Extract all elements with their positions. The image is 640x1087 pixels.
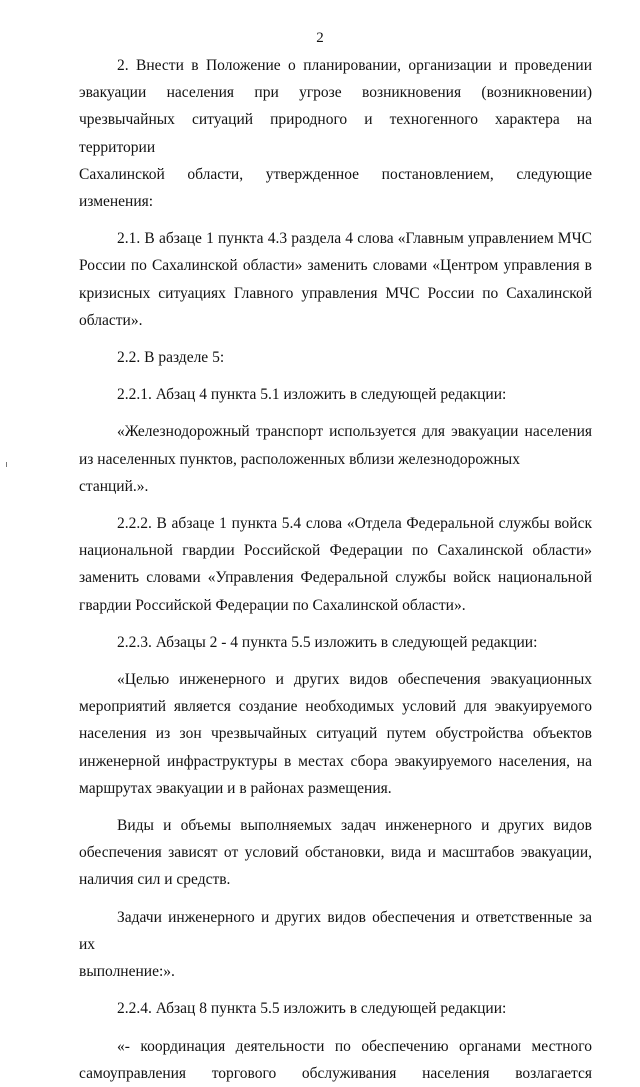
text-line: населения из зон чрезвычайных ситуаций путем обустройства объектов [79, 725, 592, 743]
text-line: гвардии Российской Федерации по Сахалинской области». [79, 596, 466, 614]
text-line: Виды и объемы выполняемых задач инженерного и других видов [117, 817, 592, 835]
text-line: из населенных пунктов, расположенных вблизи железнодорожных станций.». [79, 450, 520, 495]
text-line: заменить словами «Управления Федеральной службы войск национальной [79, 569, 592, 587]
text-line: Задачи инженерного и других видов обеспечения и ответственные за их [79, 908, 592, 953]
paragraph-railway [79, 418, 592, 500]
text-line: 2.2. В разделе 5: [117, 349, 225, 367]
text-line: Сахалинской области, утвержденное постановлением, следующие изменения: [79, 165, 592, 211]
paragraph-2-2-3 [79, 629, 592, 656]
paragraph-2-2 [79, 344, 592, 371]
paragraph-2-2-4 [79, 995, 592, 1022]
text-line: 2.2.2. В абзаце 1 пункта 5.4 слова «Отдела Федеральной службы войск [117, 515, 592, 533]
text-line: 2.2.3. Абзацы 2 - 4 пункта 5.5 изложить в следующей редакции: [117, 633, 538, 651]
text-line: 2.2.1. Абзац 4 пункта 5.1 изложить в следующей редакции: [117, 386, 507, 404]
paragraph-types-volumes [79, 812, 592, 894]
text-line: «Железнодорожный транспорт используется для эвакуации населения [117, 423, 592, 441]
text-line: маршрутах эвакуации и в районах размещения. [79, 779, 392, 797]
text-line: инженерной инфраструктуры в местах сбора эвакуируемого населения, на [79, 752, 592, 770]
text-line: области». [79, 311, 143, 329]
paragraph-2 [79, 52, 592, 215]
text-line: кризисных ситуациях Главного управления МЧС России по Сахалинской [79, 284, 592, 302]
paragraph-tasks [79, 904, 592, 986]
text-line: национальной гвардии Российской Федерации по Сахалинской области» [79, 542, 592, 560]
paragraph-2-2-2 [79, 510, 592, 619]
text-line: 2.2.4. Абзац 8 пункта 5.5 изложить в следующей редакции: [117, 1000, 507, 1018]
text-line: 2.1. В абзаце 1 пункта 4.3 раздела 4 слова «Главным управлением МЧС [117, 230, 592, 248]
text-line: 2. Внести в Положение о планировании, организации и проведении [117, 57, 592, 74]
text-line: мероприятий является создание необходимых условий для эвакуируемого [79, 698, 592, 716]
text-line: чрезвычайных ситуаций природного и техногенного характера на территории [79, 111, 592, 156]
paragraph-engineering-goal [79, 666, 592, 802]
text-line: эвакуации населения при угрозе возникновения (возникновении) [79, 84, 592, 102]
text-line: «Целью инженерного и других видов обеспечения эвакуационных [117, 671, 592, 689]
text-line: наличия сил и средств. [79, 871, 231, 889]
paragraph-2-1 [79, 225, 592, 334]
text-line: «- координация деятельности по обеспечению органами местного [117, 1037, 592, 1055]
text-line: выполнение:». [79, 963, 175, 981]
text-line: самоуправления торгового обслуживания населения возлагается [79, 1064, 592, 1082]
text-line: обеспечения зависят от условий обстановки, вида и масштабов эвакуации, [79, 844, 592, 862]
text-line: России по Сахалинской области» заменить словами «Центром управления в [79, 257, 592, 275]
paragraph-coordination [79, 1033, 592, 1087]
document-body [79, 52, 592, 1087]
paragraph-2-2-1 [79, 381, 592, 408]
page-number: 2 [316, 30, 324, 46]
scan-mark [6, 462, 7, 467]
